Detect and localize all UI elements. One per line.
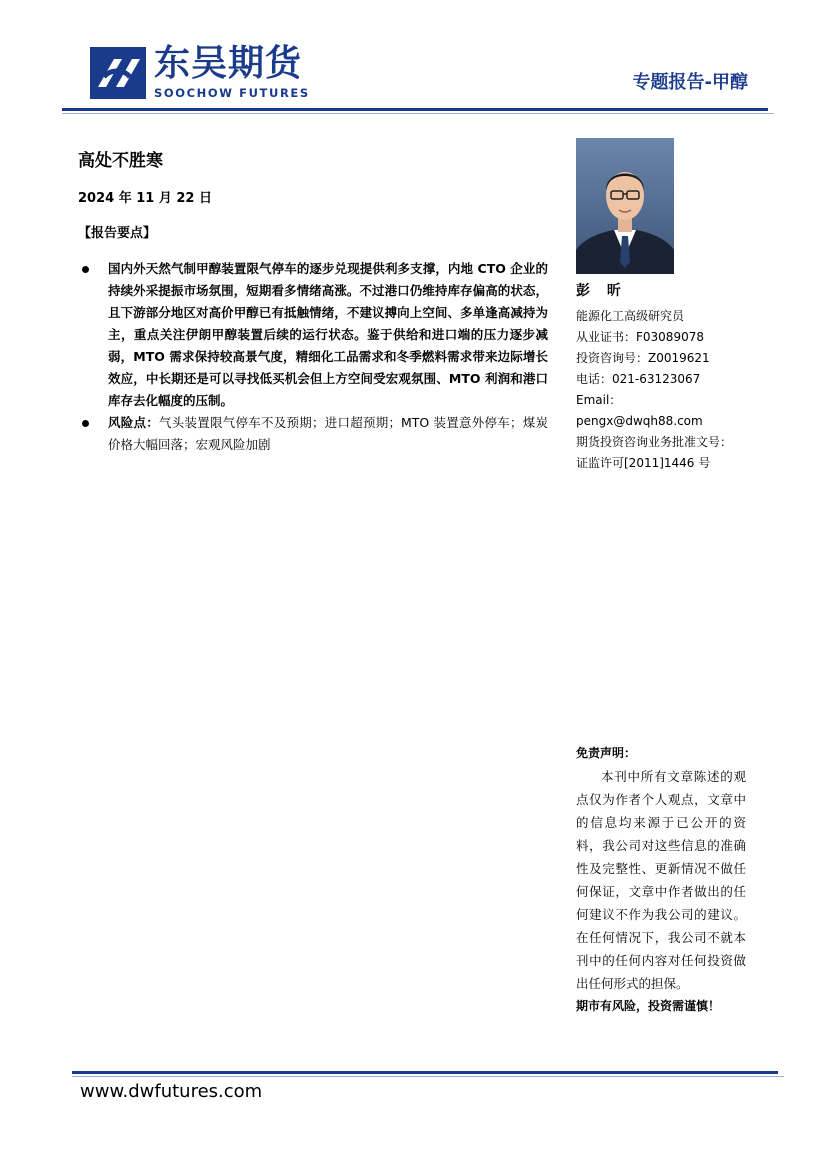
- author-info: [576, 281, 756, 474]
- report-date: 2024 年 11 月 22 日: [78, 191, 212, 206]
- key-point-main: [78, 258, 548, 412]
- header-rule-thin: [62, 113, 774, 114]
- author-license: 从业证书：F03089078: [576, 330, 704, 344]
- section-heading: 【报告要点】: [78, 226, 157, 241]
- disclaimer-body: 本刊中所有文章陈述的观点仅为作者个人观点，文章中的信息均来源于已公开的资料，我公司对这些信息的准确性及完整性、更新情况不做任何保证，文章中作者做出的任何建议不作为我公司的建议。在任何情况下，我公司不就本刊中的任何内容对任何投资做出任何形式的担保。: [576, 769, 746, 991]
- key-point-risk: [78, 412, 548, 456]
- footer-rule-thin: [72, 1076, 784, 1077]
- disclaimer: [576, 742, 746, 1018]
- author-portrait-icon: [576, 138, 674, 274]
- disclaimer-heading: 免责声明：: [576, 746, 637, 760]
- report-type: 专题报告-甲醇: [632, 72, 748, 93]
- logo-english-name: SOOCHOW FUTURES: [154, 86, 310, 100]
- risk-label: 风险点：: [108, 415, 160, 430]
- bullet-dot-icon: [82, 420, 89, 427]
- author-name: 彭 昕: [576, 283, 627, 299]
- bullet-dot-icon: [82, 266, 89, 273]
- approval-number: 证监许可[2011]1446 号: [576, 456, 711, 470]
- header-rule: [62, 108, 768, 111]
- report-title: 高处不胜寒: [78, 151, 163, 171]
- author-photo: [576, 138, 674, 274]
- author-email-label: Email：: [576, 393, 622, 407]
- footer-website[interactable]: www.dwfutures.com: [80, 1081, 263, 1102]
- logo-mark-icon: [90, 47, 146, 99]
- approval-label: 期货投资咨询业务批准文号：: [576, 435, 733, 449]
- footer-rule: [72, 1071, 778, 1074]
- risk-warning: 期市有风险，投资需谨慎！: [576, 999, 721, 1013]
- key-point-text: 国内外天然气制甲醇装置限气停车的逐步兑现提供利多支撑，内地 CTO 企业的持续外采提振市场氛围，短期看多情绪高涨。不过港口仍维持库存偏高的状态，且下游部分地区对高价甲醇已有抵触情绪，不建议搏向上空间、多单逢高减持为主，重点关注伊朗甲醇装置后续的运行状态。鉴于供给和进口端的压力逐步减弱，MTO 需求保持较高景气度，精细化工品需求和冬季燃料需求带来边际增长效应，中长期还是可以寻找低买机会但上方空间受宏观氛围、MTO 利润和港口库存去化幅度的压制。: [108, 261, 548, 408]
- author-phone: 电话：021-63123067: [576, 372, 701, 386]
- key-points-list: [78, 258, 548, 456]
- author-consult-number: 投资咨询号：Z0019621: [576, 351, 710, 365]
- company-logo: [90, 43, 330, 101]
- logo-chinese-name: 东吴期货: [154, 43, 303, 84]
- risk-text: 气头装置限气停车不及预期；进口超预期；MTO 装置意外停车；煤炭价格大幅回落；宏观风险加剧: [108, 415, 548, 452]
- author-position: 能源化工高级研究员: [576, 309, 685, 323]
- author-email[interactable]: pengx@dwqh88.com: [576, 414, 703, 428]
